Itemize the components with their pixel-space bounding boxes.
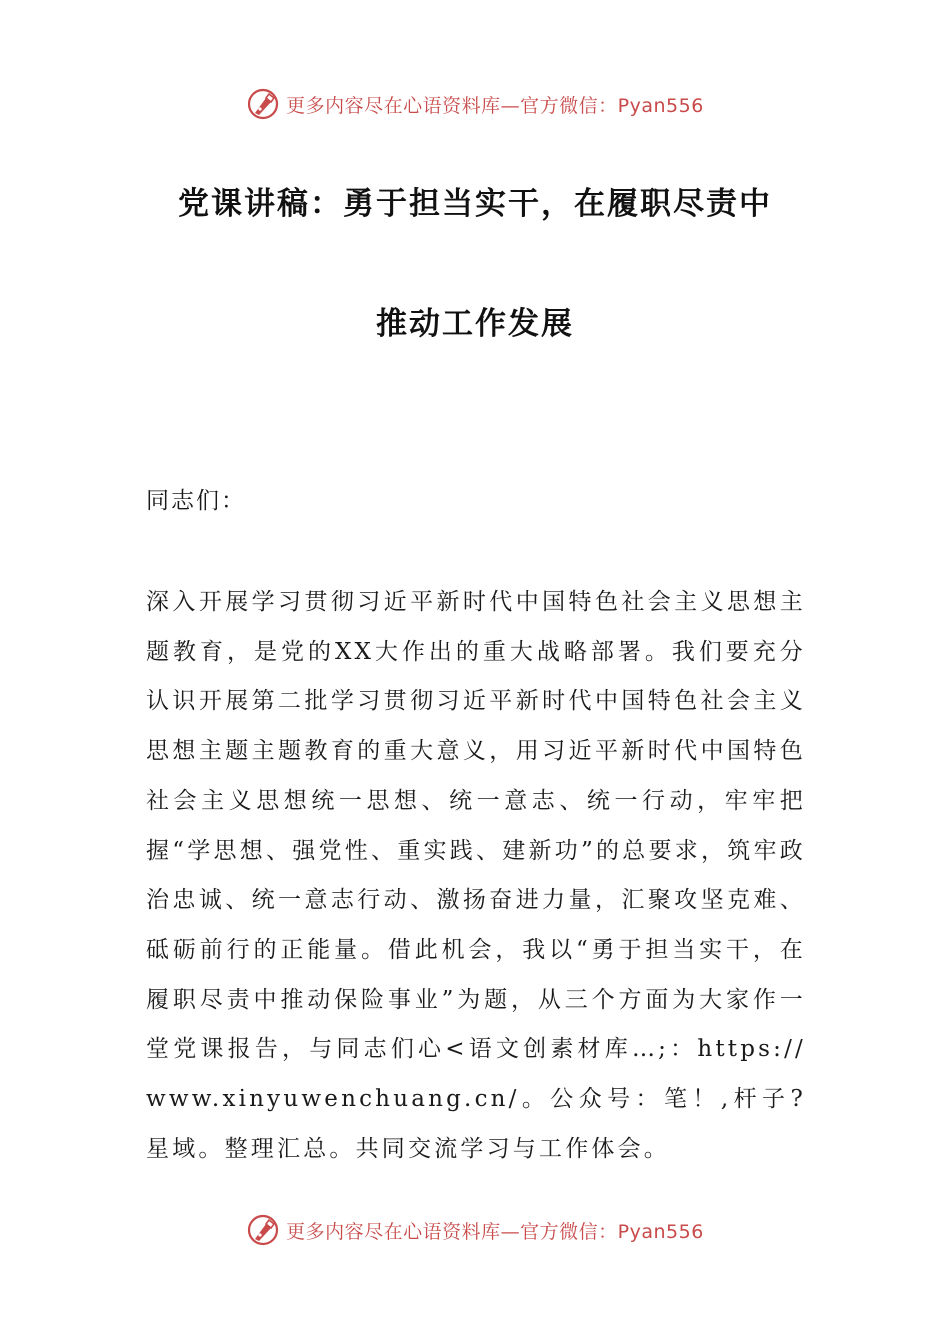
pen-nib-logo-icon <box>246 1213 280 1247</box>
watermark-wechat-id: Pyan556 <box>617 94 704 117</box>
document-title-line2: 推动工作发展 <box>376 306 574 342</box>
body-paragraph: 深入开展学习贯彻习近平新时代中国特色社会主义思想主题教育，是党的XX大作出的重大战略部署。我们要充分认识开展第二批学习贯彻习近平新时代中国特色社会主义思想主题主题教育的重大意义，用习近平新时代中国特色社会主义思想统一思想、统一意志、统一行动，牢牢把握“学思想、强党性、重实践、建新功”的总要求，筑牢政治忠诚、统一意志行动、激扬奋进力量，汇聚攻坚克难、砥砺前行的正能量。借此机会，我以“勇于担当实干，在履职尽责中推动保险事业”为题，从三个方面为大家作一堂党课报告，与同志们心<语文创素材库…;：https://www.xinyuwenchuang.cn/。公众号：笔！,杆子?星域。整理汇总。共同交流学习与工作体会。 <box>146 589 806 1162</box>
pen-nib-logo-icon <box>246 87 280 121</box>
salutation: 同志们： <box>146 488 246 514</box>
header-watermark <box>0 84 950 124</box>
document-title-line1: 党课讲稿：勇于担当实干，在履职尽责中 <box>178 186 772 222</box>
watermark-cn: 更多内容尽在心语资料库—官方微信： <box>286 1220 618 1243</box>
watermark-wechat-id: Pyan556 <box>617 1220 704 1243</box>
watermark-cn: 更多内容尽在心语资料库—官方微信： <box>286 94 618 117</box>
watermark-text <box>286 91 704 118</box>
watermark-text <box>286 1217 704 1244</box>
footer-watermark <box>0 1210 950 1250</box>
